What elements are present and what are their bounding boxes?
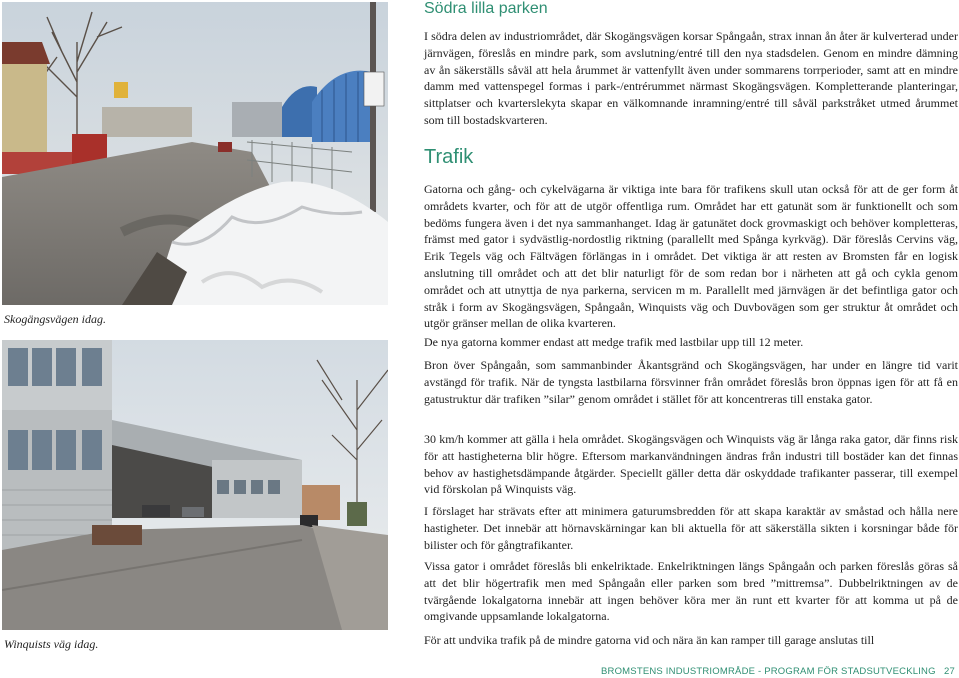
- photo-skogangsvagen: [2, 2, 388, 305]
- photo-winquists-vag: [2, 340, 388, 630]
- page-number: 27: [944, 666, 955, 677]
- paragraph: Gatorna och gång- och cykelvägarna är viktiga inte bara för trafikens skull utan också för att de ger form åt områdets kvarter, och för att de utgör offentliga rum. Området har ett gatunät som är funktionellt och som bedöms fungera även i det nya sammanhanget. Idag är gatunätet dock grovmaskigt och behöver kompletteras, främst med gator i sydvästlig-nordostlig riktning (parallellt med Spånga kyrkväg). Där föreslås Cervins väg, Erik Tegels väg och Fältvägen förlängas in i området. Det viktiga är att resten av Bromsten får en logisk anslutning till området och att det blir naturligt för de som redan bor i närheten att gå och cykla genom området och att utnyttja de nya parkerna, servicen m m. Parallellt med järnvägen är det befintliga gator och stråk i form av Skogängsvägen, Spångaån, Winquists väg och Duvbovägen som ger struktur åt området och utgör gränser mellan de olika kvarteren.: [424, 182, 958, 331]
- paragraph: 30 km/h kommer att gälla i hela området. Skogängsvägen och Winquists väg är långa raka gator, där finns risk för att hastigheterna blir högre. Eftersom markanvändningen ändras från industri till bostäder kan det finnas behov av hastighetsdämpande åtgärder. Speciellt gäller detta där oskyddade trafikanter passerar, till exempel vid förskolan på Winquists väg.: [424, 432, 958, 497]
- paragraph: Bron över Spångaån, som sammanbinder Åkantsgränd och Skogängsvägen, har under en längre tid varit avstängd för trafik. När de tyngsta lastbilarna försvinner från området föreslås bron öppnas igen för att få en gatustruktur där trafiken ”silar” genom området i stället för att koncentreras till enstaka gator.: [424, 358, 958, 406]
- footer-title: BROMSTENS INDUSTRIOMRÅDE - PROGRAM FÖR STADSUTVECKLING: [601, 666, 936, 677]
- paragraph: I förslaget har strävats efter att minimera gaturumsbredden för att skapa karaktär av småstad och hålla nere hastigheter. Det innebär att hörnavskärningar kan bli aktuella för att säkerställa sikten i korsningar både för bilister och för gångtrafikanter.: [424, 504, 958, 552]
- section-heading: Södra lilla parken: [424, 0, 548, 17]
- paragraph: För att undvika trafik på de mindre gatorna vid och nära än kan ramper till garage anslutas till: [424, 633, 875, 647]
- paragraph: De nya gatorna kommer endast att medge trafik med lastbilar upp till 12 meter.: [424, 335, 804, 349]
- section-heading: Trafik: [424, 146, 474, 168]
- photo-caption: Skogängsvägen idag.: [4, 312, 106, 326]
- photo-caption: Winquists väg idag.: [4, 637, 99, 651]
- paragraph: I södra delen av industriområdet, där Skogängsvägen korsar Spångaån, strax innan ån åter är kulverterad under järnvägen, föreslås en mindre park, som avslutning/entré till den nya stadsdelen. Genom en mindre dämning av ån säkerställs såväl att hela årummet är vattenfyllt även under sommarens torrperioder, samt att en mindre damm med vattenspegel formas i park-/entrérummet närmast Skogängsvägen. Kompletterande planteringar, sittplatser och kvarterslekyta skapar en välkomnande inramning/entré till såväl parkstråket utmed årummet som till bostadskvarteren.: [424, 29, 958, 127]
- paragraph: Vissa gator i området föreslås bli enkelriktade. Enkelriktningen längs Spångaån och parken föreslås göras så att det blir högertrafik men med Spångaån eller parken som bred ”mittremsa”. Dubbelriktningen av de tvärgående lokalgatorna innebär att ingen behöver köra mer än runt ett kvarter för att komma ut på de omgivande uppsamlande lokalgatorna.: [424, 559, 958, 624]
